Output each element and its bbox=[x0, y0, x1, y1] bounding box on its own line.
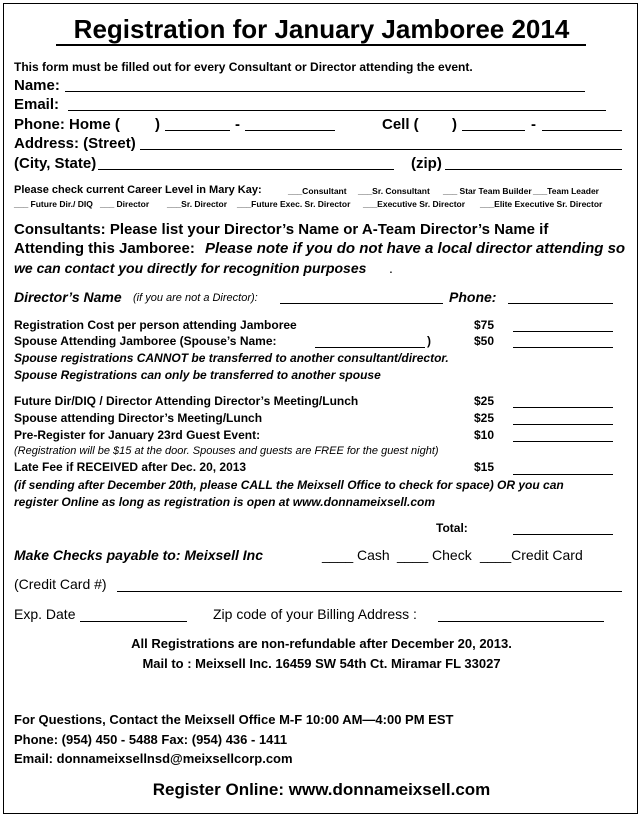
late-note-1: (if sending after December 20th, please CALL the Meixsell Office to check for space) OR you can bbox=[14, 478, 564, 492]
spouse-note-2: Spouse Registrations can only be transferred to another spouse bbox=[14, 368, 381, 382]
city-label: (City, State) bbox=[14, 155, 97, 172]
consultants-line-2a: Attending this Jamboree: bbox=[14, 240, 195, 257]
zip-label: (zip) bbox=[411, 155, 442, 172]
mail-to-address: Mail to : Meixsell Inc. 16459 SW 54th Ct. Miramar FL 33027 bbox=[142, 656, 501, 671]
cell-phone-prefix-field[interactable] bbox=[462, 130, 525, 131]
registration-cost-price: $75 bbox=[474, 318, 495, 332]
level-star-team-builder[interactable]: ___ Star Team Builder bbox=[443, 186, 532, 196]
phone-dash: - bbox=[235, 116, 240, 133]
nonrefundable-notice: All Registrations are non-refundable after December 20, 2013. bbox=[131, 636, 512, 651]
level-executive-sr-director[interactable]: ___Executive Sr. Director bbox=[363, 199, 466, 209]
checks-payable-label: Make Checks payable to: Meixsell Inc bbox=[14, 547, 263, 563]
total-amount-field[interactable] bbox=[513, 534, 613, 535]
cell-paren-close: ) bbox=[452, 116, 457, 133]
spouse-meeting-price: $25 bbox=[474, 411, 495, 425]
spouse-amount-field[interactable] bbox=[513, 347, 613, 348]
director-name-note: (if you are not a Director): bbox=[133, 292, 258, 304]
director-phone-label: Phone: bbox=[449, 289, 497, 305]
billing-zip-label: Zip code of your Billing Address : bbox=[213, 606, 417, 622]
spouse-meeting-amount-field[interactable] bbox=[513, 424, 613, 425]
spouse-meeting-label: Spouse attending Director’s Meeting/Lunch bbox=[14, 411, 263, 425]
guest-event-price: $10 bbox=[474, 428, 495, 442]
email-field[interactable] bbox=[68, 110, 606, 111]
consultants-line-1: Consultants: Please list your Director’s Name or A-Team Director’s Name if bbox=[14, 221, 549, 238]
registration-cost-amount-field[interactable] bbox=[513, 331, 613, 332]
meeting-amount-field[interactable] bbox=[513, 407, 613, 408]
consultants-line-2b: Please note if you do not have a local director attending so bbox=[205, 240, 626, 257]
level-consultant[interactable]: ___Consultant bbox=[288, 186, 347, 196]
credit-card-number-field[interactable] bbox=[117, 591, 622, 592]
consultants-line-3: we can contact you directly for recognition purposes bbox=[14, 260, 367, 276]
director-name-field[interactable] bbox=[280, 303, 443, 304]
late-fee-amount-field[interactable] bbox=[513, 474, 613, 475]
home-phone-number-field[interactable] bbox=[245, 130, 335, 131]
level-future-exec-sr-director[interactable]: ___Future Exec. Sr. Director bbox=[237, 199, 351, 209]
spouse-label: Spouse Attending Jamboree (Spouse’s Name: bbox=[14, 334, 277, 348]
late-fee-label: Late Fee if RECEIVED after Dec. 20, 2013 bbox=[14, 460, 247, 474]
guest-event-amount-field[interactable] bbox=[513, 441, 613, 442]
level-sr-consultant[interactable]: ___Sr. Consultant bbox=[358, 186, 430, 196]
cell-phone-number-field[interactable] bbox=[542, 130, 622, 131]
late-note-2: register Online as long as registration is open at www.donnameixsell.com bbox=[14, 495, 435, 509]
register-online-banner: Register Online: www.donnameixsell.com bbox=[152, 780, 491, 799]
phone-home-label: Phone: Home ( bbox=[14, 116, 120, 133]
late-fee-price: $15 bbox=[474, 460, 495, 474]
level-sr-director[interactable]: ___Sr. Director bbox=[167, 199, 228, 209]
email-label: Email: bbox=[14, 96, 60, 113]
zip-field[interactable] bbox=[445, 169, 622, 170]
payment-credit-option[interactable]: ____Credit Card bbox=[480, 547, 583, 563]
spouse-note-1: Spouse registrations CANNOT be transferred to another consultant/director. bbox=[14, 351, 449, 365]
credit-card-label: (Credit Card #) bbox=[14, 576, 107, 592]
form-title: Registration for January Jamboree 2014 bbox=[73, 14, 570, 44]
payment-cash-option[interactable]: ____ Cash bbox=[322, 547, 390, 563]
total-label: Total: bbox=[436, 521, 468, 535]
consultants-line-3-period: . bbox=[389, 260, 393, 276]
director-phone-field[interactable] bbox=[508, 303, 613, 304]
level-elite-executive-sr-director[interactable]: ___Elite Executive Sr. Director bbox=[480, 199, 603, 209]
street-field[interactable] bbox=[140, 149, 622, 150]
level-team-leader[interactable]: ___Team Leader bbox=[533, 186, 599, 196]
payment-check-option[interactable]: ____ Check bbox=[397, 547, 472, 563]
cell-label: Cell ( bbox=[382, 116, 419, 133]
phone-paren-close: ) bbox=[155, 116, 160, 133]
career-prompt: Please check current Career Level in Mary Kay: bbox=[14, 184, 262, 196]
exp-date-label: Exp. Date bbox=[14, 606, 76, 622]
billing-zip-field[interactable] bbox=[438, 621, 604, 622]
registration-cost-label: Registration Cost per person attending Jamboree bbox=[14, 318, 297, 332]
director-name-label: Director’s Name bbox=[14, 289, 122, 305]
intro-text: This form must be filled out for every Consultant or Director attending the event. bbox=[14, 60, 473, 74]
home-phone-prefix-field[interactable] bbox=[165, 130, 230, 131]
spouse-name-field[interactable] bbox=[315, 347, 425, 348]
meeting-label: Future Dir/DIQ / Director Attending Director’s Meeting/Lunch bbox=[14, 394, 359, 408]
city-state-field[interactable] bbox=[98, 169, 394, 170]
address-label: Address: (Street) bbox=[14, 135, 136, 152]
title-underline bbox=[56, 44, 586, 46]
level-director[interactable]: ___ Director bbox=[100, 199, 150, 209]
spouse-close-paren: ) bbox=[427, 334, 431, 348]
guest-note: (Registration will be $15 at the door. Spouses and guests are FREE for the guest night) bbox=[14, 445, 439, 457]
meeting-price: $25 bbox=[474, 394, 495, 408]
exp-date-field[interactable] bbox=[80, 621, 187, 622]
name-field[interactable] bbox=[65, 91, 585, 92]
phone-fax-line: Phone: (954) 450 - 5488 Fax: (954) 436 - 1411 bbox=[14, 732, 288, 747]
contact-email: Email: donnameixsellnsd@meixsellcorp.com bbox=[14, 751, 293, 766]
spouse-price: $50 bbox=[474, 334, 495, 348]
level-future-dir[interactable]: ___ Future Dir./ DIQ bbox=[14, 199, 93, 209]
guest-event-label: Pre-Register for January 23rd Guest Event: bbox=[14, 428, 261, 442]
cell-dash: - bbox=[531, 116, 536, 133]
name-label: Name: bbox=[14, 77, 60, 94]
questions-contact: For Questions, Contact the Meixsell Office M-F 10:00 AM—4:00 PM EST bbox=[14, 712, 454, 727]
